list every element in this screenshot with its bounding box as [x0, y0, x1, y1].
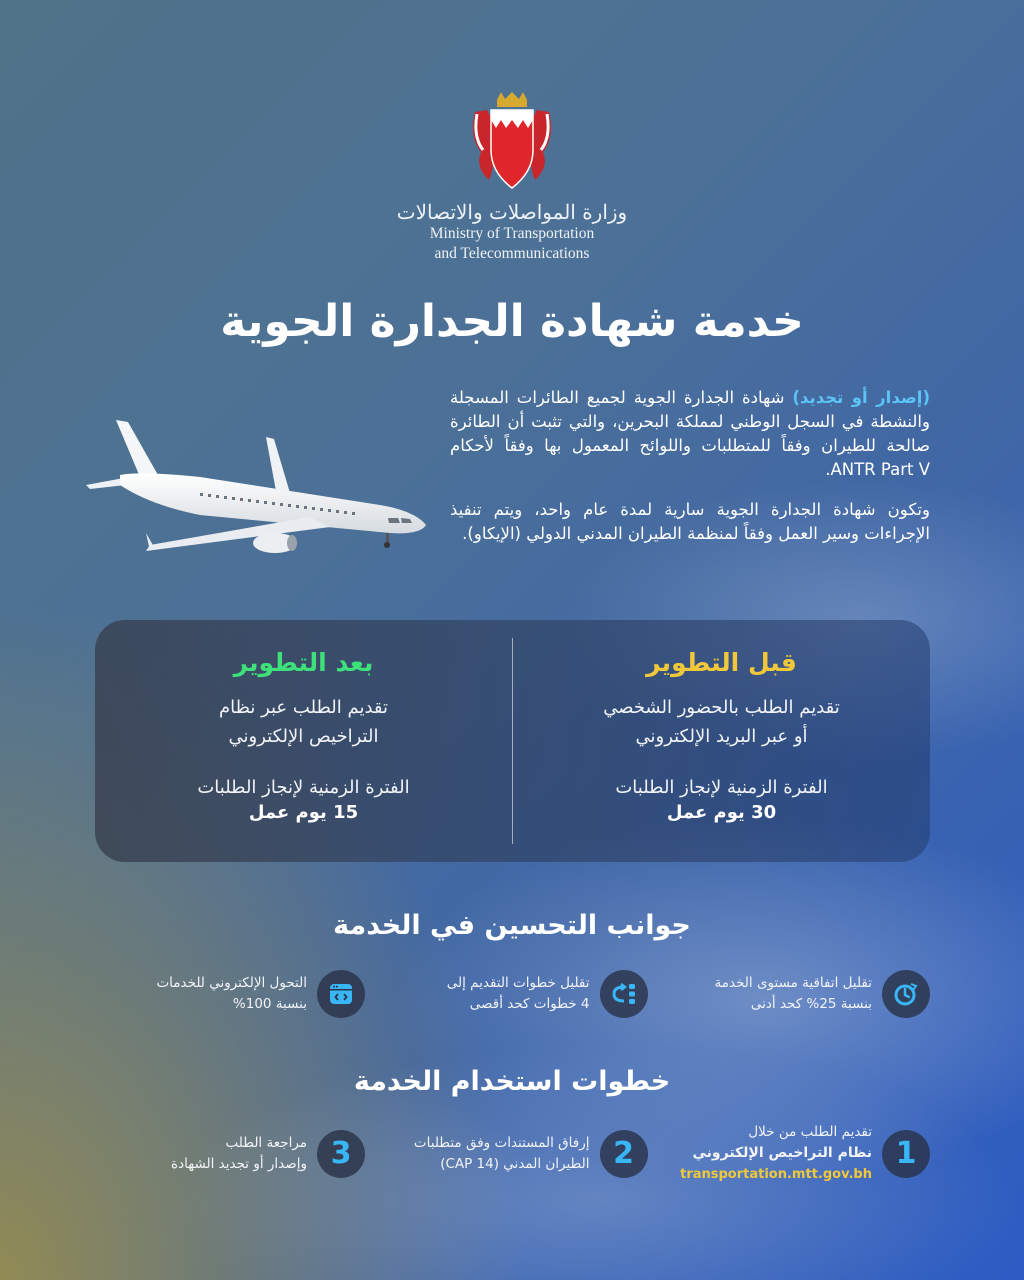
step-2 [383, 1122, 648, 1185]
before-development-title: قبل التطوير [646, 648, 797, 677]
before-submission-method-line2: أو عبر البريد الإلكتروني [635, 726, 808, 747]
improvement-2-line2: 4 خطوات كحد أقصى [469, 996, 590, 1012]
step-2-line1: إرفاق المستندات وفق متطلبات [413, 1134, 590, 1151]
steps-section-title: خطوات استخدام الخدمة [353, 1066, 671, 1097]
clock-refresh-icon [882, 970, 930, 1018]
step-3 [100, 1122, 365, 1185]
step-2-line2: الطيران المدني (CAP 14) [440, 1155, 590, 1172]
licensing-portal-link[interactable]: transportation.mtt.gov.bh [680, 1167, 872, 1182]
improvement-item-steps [383, 970, 648, 1018]
step-1 [665, 1122, 930, 1185]
intro-description [450, 386, 930, 546]
step-3-line2: وإصدار أو تجديد الشهادة [171, 1155, 307, 1172]
steps-list [100, 1122, 930, 1185]
column-divider [512, 638, 513, 844]
intro-paragraph-2: وتكون شهادة الجدارة الجوية سارية لمدة عام واحد، ويتم تنفيذ الإجراءات وسير العمل وفقاً لمنظمة الطيران المدني الدولي (الإيكاو). [450, 500, 930, 543]
ministry-name-english-line1: Ministry of Transportation [429, 225, 595, 242]
before-after-comparison-card [95, 620, 930, 862]
after-period-label: الفترة الزمنية لإنجاز الطلبات [197, 777, 410, 798]
after-development-title: بعد التطوير [233, 648, 374, 677]
ministry-logo [0, 92, 1024, 264]
before-period-value: 30 يوم عمل [666, 802, 777, 823]
bahrain-coat-of-arms-icon [467, 92, 557, 192]
step-1-number-badge: 1 [882, 1130, 930, 1178]
step-3-number-badge: 3 [317, 1130, 365, 1178]
improvement-item-sla [665, 970, 930, 1018]
step-1-line1: تقديم الطلب من خلال [748, 1124, 872, 1140]
step-2-number-badge: 2 [600, 1130, 648, 1178]
improvement-1-line2: بنسبة 25% كحد أدنى [750, 996, 872, 1012]
intro-paragraph-1-text: شهادة الجدارة الجوية لجميع الطائرات المسجلة والنشطة في السجل الوطني لمملكة البحرين، والتي تثبت أن الطائرة صالحة للطيران وفقاً للمتطلبات واللوائح المعمول بها وفقاً لأحكام ANTR Part V. [450, 388, 930, 479]
step-3-line1: مراجعة الطلب [225, 1134, 307, 1151]
page-title: خدمة شهادة الجدارة الجوية [220, 296, 804, 347]
improvements-list [100, 970, 930, 1018]
improvement-3-line2: بنسبة 100% [232, 996, 307, 1012]
improvement-3-line1: التحول الإلكتروني للخدمات [156, 975, 307, 991]
code-window-icon [317, 970, 365, 1018]
improvement-item-digital [100, 970, 365, 1018]
ministry-name-arabic: وزارة المواصلات والاتصالات [396, 200, 628, 224]
intro-paragraph-1 [450, 386, 930, 482]
after-submission-method-line1: تقديم الطلب عبر نظام [218, 697, 389, 718]
improvement-2-line1: تقليل خطوات التقديم إلى [446, 975, 590, 991]
before-period-label: الفترة الزمنية لإنجاز الطلبات [615, 777, 828, 798]
after-development-column [95, 620, 512, 862]
issue-or-renew-highlight: (إصدار أو تجديد) [792, 388, 930, 407]
improvement-1-line1: تقليل اتفاقية مستوى الخدمة [714, 975, 872, 991]
improvements-section-title: جوانب التحسين في الخدمة [333, 910, 691, 941]
before-submission-method-line1: تقديم الطلب بالحضور الشخصي [603, 697, 840, 718]
airplane-image [80, 405, 440, 570]
ministry-name-english-line2: and Telecommunications [434, 245, 590, 262]
steps-flow-icon [600, 970, 648, 1018]
after-submission-method-line2: التراخيص الإلكتروني [228, 726, 379, 747]
step-1-line2: نظام التراخيص الإلكتروني [692, 1145, 872, 1161]
before-development-column [513, 620, 930, 862]
after-period-value: 15 يوم عمل [248, 802, 359, 823]
